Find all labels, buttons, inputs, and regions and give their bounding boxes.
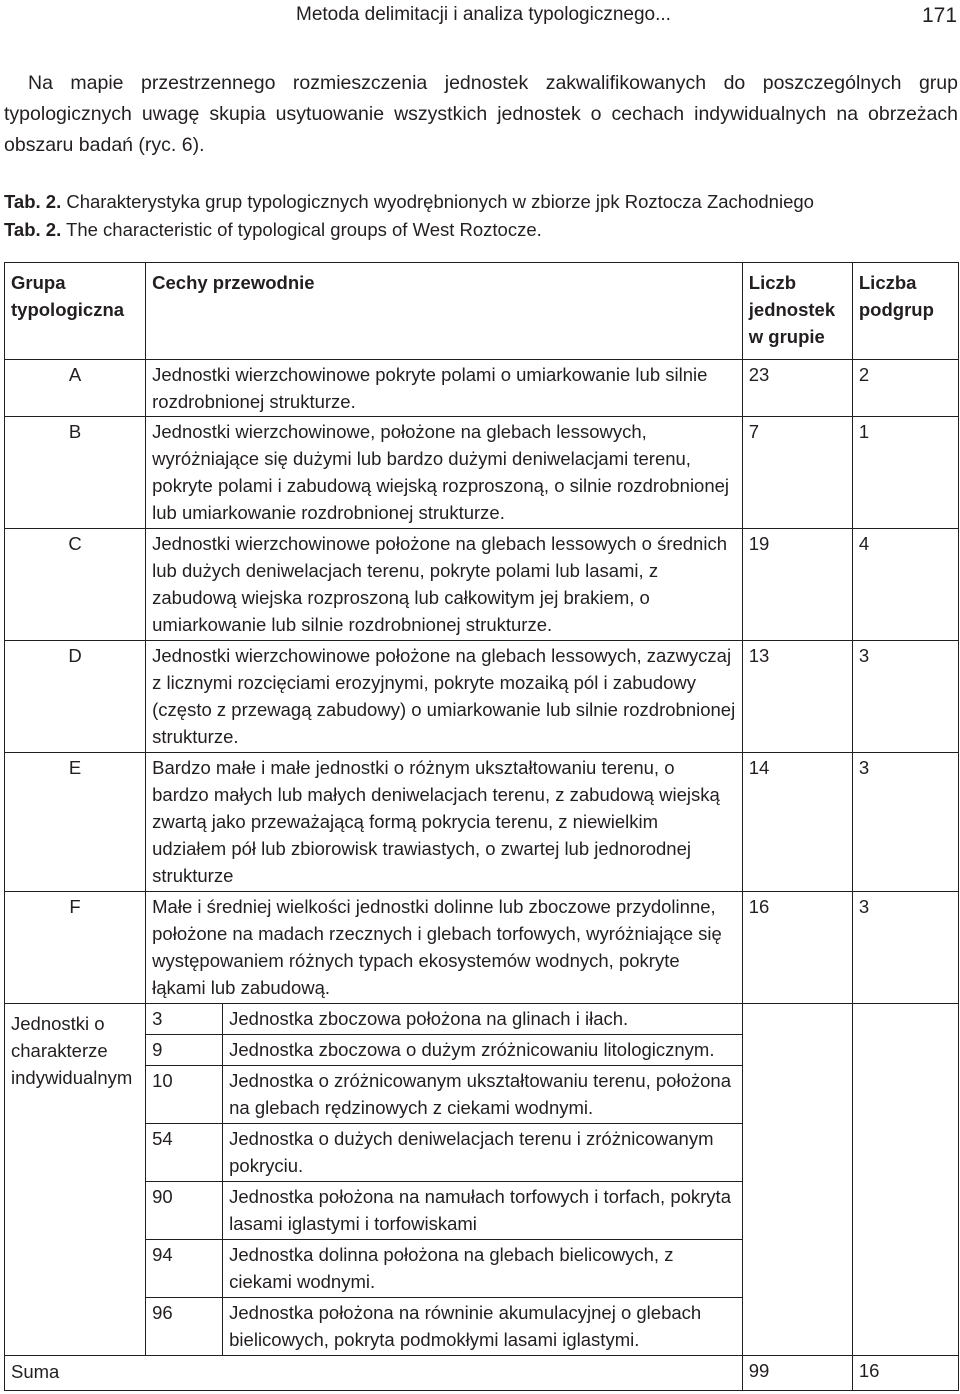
individual-unit-row: [146, 1035, 742, 1066]
unit-description: Jednostka o dużych deniwelacjach terenu i zróżnicowanym pokryciu.: [223, 1124, 742, 1182]
subgroups-count: 3: [852, 892, 958, 1004]
table-row: [5, 641, 959, 753]
subgroups-count: 1: [852, 417, 958, 529]
units-count: 23: [742, 360, 852, 417]
body-paragraph: [4, 68, 958, 161]
header-subgroups: Liczba podgrup: [852, 263, 958, 360]
running-head-title: Metoda delimitacji i analiza typologicznego...: [296, 4, 671, 25]
running-header: [0, 2, 960, 28]
unit-code: 54: [146, 1124, 223, 1182]
empty-cell: [742, 1004, 852, 1356]
sum-subgroups: 16: [852, 1356, 958, 1391]
unit-code: 90: [146, 1182, 223, 1240]
group-letter: A: [5, 360, 146, 417]
group-description: Bardzo małe i małe jednostki o różnym ukształtowaniu terenu, o bardzo małych lub małych deniwelacjach terenu, z zabudową wiejską zwartą jako przeważającą formą pokrycia terenu, z niewielkim udziałem pół lub zbiorowisk trawiastych, o zwartej lub jednorodnej strukturze: [146, 753, 743, 892]
group-letter: E: [5, 753, 146, 892]
units-count: 16: [742, 892, 852, 1004]
sum-label: Suma: [5, 1356, 743, 1391]
caption-text: Charakterystyka grup typologicznych wyodrębnionych w zbiorze jpk Roztocza Zachodniego: [61, 191, 814, 212]
unit-description: Jednostka położona na namułach torfowych i torfach, pokryta lasami iglastymi i torfowiskami: [223, 1182, 742, 1240]
table-row: [5, 892, 959, 1004]
unit-description: Jednostka zboczowa o dużym zróżnicowaniu litologicznym.: [223, 1035, 742, 1066]
table-caption-english: [4, 219, 542, 241]
header-features: Cechy przewodnie: [146, 263, 743, 360]
header-units-count: Liczb jednostek w grupie: [742, 263, 852, 360]
unit-description: Jednostka zboczowa położona na glinach i iłach.: [223, 1004, 742, 1035]
individual-units-table: [146, 1004, 742, 1355]
caption-text: The characteristic of typological groups of West Roztocze.: [61, 219, 542, 240]
unit-description: Jednostka dolinna położona na glebach bielicowych, z ciekami wodnymi.: [223, 1240, 742, 1298]
unit-description: Jednostka położona na równinie akumulacyjnej o glebach bielicowych, pokryta podmokłymi lasami iglastymi.: [229, 1302, 702, 1350]
group-letter: B: [5, 417, 146, 529]
group-description: Małe i średniej wielkości jednostki dolinne lub zboczowe przydolinne, położone na madach rzecznych i glebach torfowych, wyróżniające się występowaniem różnych typach ekosystemów wodnych, pokryte łąkami lub zabudową.: [146, 892, 743, 1004]
units-count: 13: [742, 641, 852, 753]
group-letter: F: [5, 892, 146, 1004]
individual-unit-row: [146, 1066, 742, 1124]
table-row: [5, 417, 959, 529]
table-caption-polish: [4, 191, 814, 213]
unit-description: Jednostka o zróżnicowanym ukształtowaniu terenu, położona na glebach rędzinowych z ciekami wodnymi.: [223, 1066, 742, 1124]
table-header-row: [5, 263, 959, 360]
caption-label: Tab. 2.: [4, 191, 62, 212]
subgroups-count: 2: [852, 360, 958, 417]
table-row: [5, 529, 959, 641]
group-description: Jednostki wierzchowinowe pokryte polami o umiarkowanie lub silnie rozdrobnionej strukturze.: [146, 360, 743, 417]
unit-code: 94: [146, 1240, 223, 1298]
units-count: 7: [742, 417, 852, 529]
group-description: Jednostki wierzchowinowe, położone na glebach lessowych, wyróżniające się dużymi lub bardzo dużymi deniwelacjami terenu, pokryte polami i zabudową wiejską rozproszoną, o silnie rozdrobnionej lub umiarkowanie rozdrobnionej strukturze.: [146, 417, 743, 529]
subgroups-count: 3: [852, 753, 958, 892]
individual-unit-row: [146, 1182, 742, 1240]
unit-code: 9: [146, 1035, 223, 1066]
sum-units: 99: [742, 1356, 852, 1391]
paragraph-text: Na mapie przestrzennego rozmieszczenia jednostek zakwalifikowanych do poszczególnych grup typologicznych uwagę skupia usytuowanie wszystkich jednostek o cechach indywidualnych na obrzeżach obszaru badań (ryc. 6).: [4, 72, 958, 156]
subgroups-count: 4: [852, 529, 958, 641]
individual-units-label: Jednostki o charakterze indywidualnym: [5, 1004, 146, 1356]
unit-code: 96: [146, 1298, 223, 1356]
group-description: Jednostki wierzchowinowe położone na glebach lessowych, zazwyczaj z licznymi rozcięciami erozyjnymi, pokryte mozaiką pól i zabudowy (często z przewagą zabudowy) o umiarkowanie lub silnie rozdrobnionej strukturze.: [146, 641, 743, 753]
subgroups-count: 3: [852, 641, 958, 753]
page-number: 171: [922, 4, 958, 27]
sum-row: [5, 1356, 959, 1391]
individual-unit-row: [146, 1298, 742, 1356]
units-count: 14: [742, 753, 852, 892]
individual-units-row: [5, 1004, 959, 1356]
individual-units-cell: [146, 1004, 743, 1356]
group-description: Jednostki wierzchowinowe położone na glebach lessowych o średnich lub dużych deniwelacjach terenu, pokryte polami lub lasami, z zabudową wiejska rozproszoną lub całkowitym jej brakiem, o umiarkowanie lub silnie rozdrobnionej strukturze.: [146, 529, 743, 641]
individual-unit-row: [146, 1004, 742, 1035]
header-group: Grupa typologiczna: [5, 263, 146, 360]
typology-table: [4, 262, 959, 1391]
individual-unit-row: [146, 1240, 742, 1298]
group-letter: C: [5, 529, 146, 641]
units-count: 19: [742, 529, 852, 641]
table-row: [5, 360, 959, 417]
individual-unit-row: [146, 1124, 742, 1182]
group-letter: D: [5, 641, 146, 753]
unit-code: 10: [146, 1066, 223, 1124]
unit-code: 3: [146, 1004, 223, 1035]
empty-cell: [852, 1004, 958, 1356]
table-row: [5, 753, 959, 892]
caption-label: Tab. 2.: [4, 219, 62, 240]
